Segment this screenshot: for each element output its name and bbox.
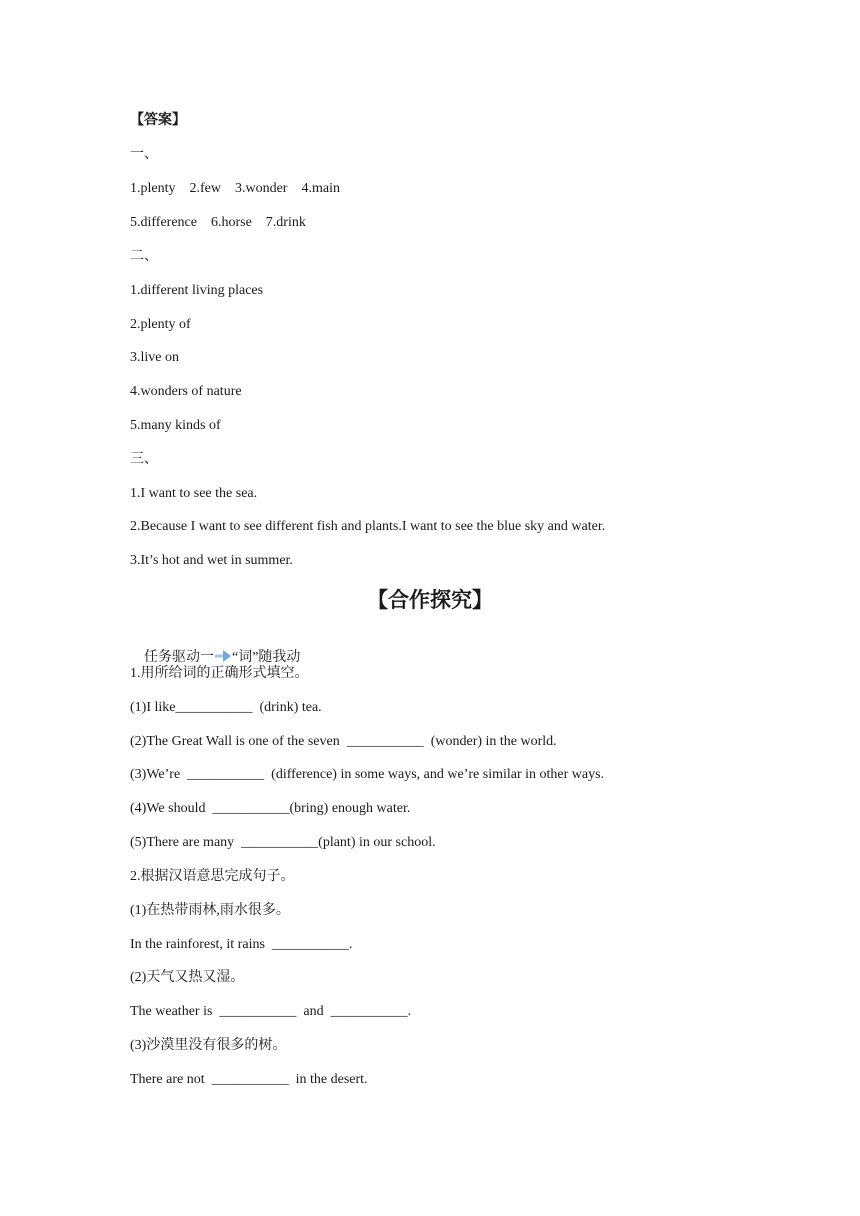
arrow-right-icon	[215, 650, 231, 662]
part2-line: 2.plenty of	[130, 317, 191, 332]
exercise2-item-english: There are not ___________ in the desert.	[130, 1072, 368, 1087]
exercise1-item: (1)I like___________ (drink) tea.	[130, 700, 322, 715]
task-suffix: “词”随我动	[232, 650, 301, 665]
section-title: 【合作探究】	[367, 588, 493, 612]
part2-line: 1.different living places	[130, 283, 264, 298]
answer-header: 【答案】	[130, 113, 186, 128]
exercise1-item: (4)We should ___________(bring) enough water.	[130, 801, 411, 816]
exercise1-item: (5)There are many ___________(plant) in our school.	[130, 835, 436, 850]
part2-line: 4.wonders of nature	[130, 384, 242, 399]
exercise2-item-english: The weather is ___________ and ___________.	[130, 1004, 412, 1019]
part2-heading: 二、	[130, 249, 158, 264]
part1-heading: 一、	[130, 147, 158, 162]
part3-line: 2.Because I want to see different fish and plants.I want to see the blue sky and water.	[130, 519, 606, 534]
exercise2-item-chinese: (2)天气又热又湿。	[130, 970, 245, 985]
exercise1-item: (3)We’re ___________ (difference) in some ways, and we’re similar in other ways.	[130, 767, 605, 782]
exercise2-instruction: 2.根据汉语意思完成句子。	[130, 869, 295, 884]
part3-line: 1.I want to see the sea.	[130, 486, 258, 501]
exercise2-item-chinese: (3)沙漠里没有很多的树。	[130, 1038, 287, 1053]
exercise1-item: (2)The Great Wall is one of the seven ___________ (wonder) in the world.	[130, 734, 557, 749]
part1-line: 1.plenty 2.few 3.wonder 4.main	[130, 181, 340, 196]
exercise2-item-chinese: (1)在热带雨林,雨水很多。	[130, 903, 290, 918]
exercise2-item-english: In the rainforest, it rains ___________.	[130, 937, 353, 952]
part3-heading: 三、	[130, 452, 158, 467]
exercise1-instruction: 1.用所给词的正确形式填空。	[130, 666, 309, 681]
part3-line: 3.It’s hot and wet in summer.	[130, 553, 293, 568]
part2-line: 5.many kinds of	[130, 418, 221, 433]
task-prefix: 任务驱动一	[144, 650, 214, 665]
part2-line: 3.live on	[130, 350, 179, 365]
part1-line: 5.difference 6.horse 7.drink	[130, 215, 306, 230]
